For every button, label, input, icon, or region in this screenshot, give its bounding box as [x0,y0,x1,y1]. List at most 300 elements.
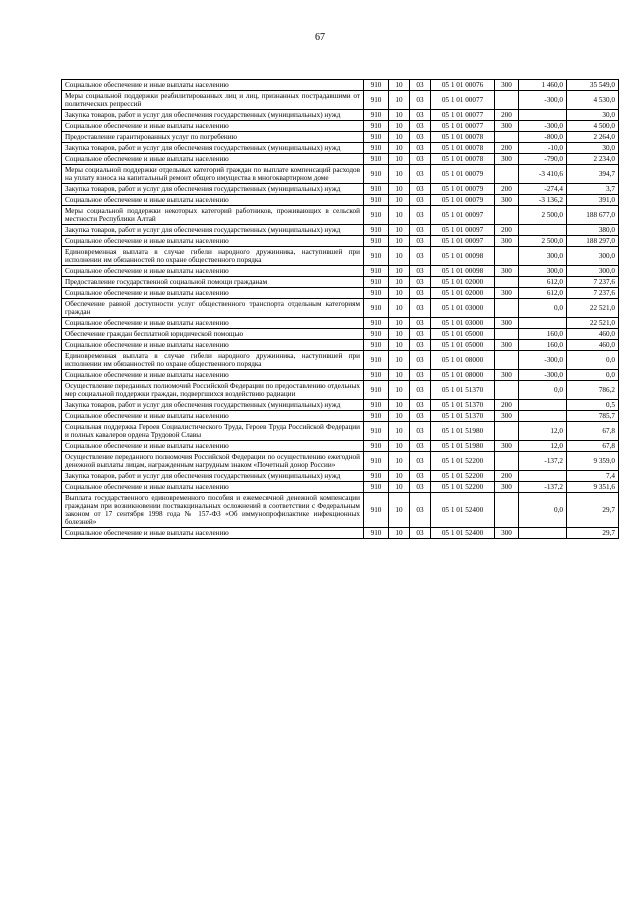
cell-subsection: 03 [410,482,431,493]
cell-section: 10 [389,299,410,318]
cell-name: Предоставление гарантированных услуг по погребению [62,132,364,143]
cell-name: Социальное обеспечение и иные выплаты населению [62,441,364,452]
cell-grbs: 910 [364,195,389,206]
table-row [62,236,619,247]
cell-amount-total: 7 237,6 [567,288,619,299]
table-row [62,340,619,351]
table-row [62,471,619,482]
cell-amount-total: 0,0 [567,351,619,370]
table-row [62,441,619,452]
cell-amount-total: 2 234,0 [567,154,619,165]
cell-amount-total: 188 677,0 [567,206,619,225]
cell-subsection: 03 [410,195,431,206]
cell-grbs: 910 [364,143,389,154]
cell-expense-type: 200 [495,184,519,195]
cell-name: Социальное обеспечение и иные выплаты населению [62,80,364,91]
cell-amount-total: 22 521,0 [567,299,619,318]
cell-name: Выплата государственного единовременного пособия и ежемесячной денежной компенсации гражданам при возникновении поствакцинальных осложнений в соответствии с Федеральным законом от 17 сентября 1998 года № 157-ФЗ «Об иммунопрофилактике инфекционных болезней» [62,493,364,528]
cell-grbs: 910 [364,493,389,528]
cell-amount-total: 394,7 [567,165,619,184]
cell-grbs: 910 [364,247,389,266]
cell-expense-type: 300 [495,318,519,329]
cell-expense-type: 200 [495,143,519,154]
cell-target-article: 05 1 01 00077 [431,121,495,132]
cell-amount-change: -274,4 [519,184,567,195]
cell-section: 10 [389,165,410,184]
cell-amount-change [519,225,567,236]
cell-amount-change: 612,0 [519,288,567,299]
cell-subsection: 03 [410,411,431,422]
cell-amount-total: 30,0 [567,110,619,121]
cell-amount-total: 188 297,0 [567,236,619,247]
cell-expense-type: 300 [495,370,519,381]
cell-section: 10 [389,381,410,400]
cell-section: 10 [389,471,410,482]
cell-name: Социальное обеспечение и иные выплаты населению [62,482,364,493]
table-row [62,121,619,132]
cell-target-article: 05 1 01 00097 [431,225,495,236]
cell-expense-type [495,206,519,225]
cell-amount-change: 2 500,0 [519,206,567,225]
cell-amount-total: 2 264,0 [567,132,619,143]
table-row [62,528,619,539]
cell-target-article: 05 1 01 52200 [431,471,495,482]
cell-subsection: 03 [410,441,431,452]
cell-section: 10 [389,80,410,91]
cell-subsection: 03 [410,288,431,299]
cell-expense-type [495,247,519,266]
cell-name: Социальное обеспечение и иные выплаты населению [62,236,364,247]
cell-amount-change: 0,0 [519,381,567,400]
cell-amount-change: -300,0 [519,91,567,110]
cell-section: 10 [389,329,410,340]
cell-amount-change: 160,0 [519,340,567,351]
cell-section: 10 [389,441,410,452]
cell-amount-total: 29,7 [567,493,619,528]
cell-target-article: 05 1 01 00078 [431,154,495,165]
cell-subsection: 03 [410,422,431,441]
cell-subsection: 03 [410,165,431,184]
cell-grbs: 910 [364,400,389,411]
cell-grbs: 910 [364,381,389,400]
cell-expense-type [495,452,519,471]
cell-target-article: 05 1 01 00097 [431,206,495,225]
table-row [62,370,619,381]
cell-section: 10 [389,143,410,154]
cell-section: 10 [389,411,410,422]
cell-amount-change [519,400,567,411]
cell-amount-total: 35 549,0 [567,80,619,91]
cell-target-article: 05 1 01 00078 [431,132,495,143]
cell-subsection: 03 [410,225,431,236]
cell-amount-change [519,411,567,422]
cell-name: Закупка товаров, работ и услуг для обеспечения государственных (муниципальных) нужд [62,143,364,154]
table-row [62,351,619,370]
cell-target-article: 05 1 01 08000 [431,351,495,370]
cell-target-article: 05 1 01 00098 [431,247,495,266]
cell-amount-total: 7 237,6 [567,277,619,288]
cell-subsection: 03 [410,493,431,528]
table-row [62,195,619,206]
table-row [62,318,619,329]
cell-amount-total: 460,0 [567,329,619,340]
cell-target-article: 05 1 01 00077 [431,91,495,110]
cell-subsection: 03 [410,247,431,266]
cell-name: Социальное обеспечение и иные выплаты населению [62,154,364,165]
cell-grbs: 910 [364,471,389,482]
table-row [62,225,619,236]
table-row [62,247,619,266]
cell-section: 10 [389,266,410,277]
cell-amount-total: 785,7 [567,411,619,422]
cell-name: Социальное обеспечение и иные выплаты населению [62,121,364,132]
cell-amount-change: 12,0 [519,422,567,441]
cell-grbs: 910 [364,329,389,340]
cell-amount-change: -3 410,6 [519,165,567,184]
cell-section: 10 [389,236,410,247]
cell-target-article: 05 1 01 05000 [431,340,495,351]
cell-subsection: 03 [410,400,431,411]
cell-name: Меры социальной поддержки реабилитированных лиц и лиц, признанных пострадавшими от политических репрессий [62,91,364,110]
cell-grbs: 910 [364,121,389,132]
cell-target-article: 05 1 01 51370 [431,411,495,422]
cell-expense-type [495,299,519,318]
cell-expense-type: 300 [495,236,519,247]
table-row [62,184,619,195]
cell-amount-change: 300,0 [519,266,567,277]
cell-grbs: 910 [364,482,389,493]
cell-grbs: 910 [364,351,389,370]
cell-subsection: 03 [410,381,431,400]
cell-subsection: 03 [410,471,431,482]
cell-section: 10 [389,288,410,299]
cell-name: Предоставление государственной социальной помощи гражданам [62,277,364,288]
cell-subsection: 03 [410,143,431,154]
cell-grbs: 910 [364,132,389,143]
cell-grbs: 910 [364,110,389,121]
cell-section: 10 [389,121,410,132]
cell-amount-change: -800,0 [519,132,567,143]
cell-expense-type: 300 [495,154,519,165]
table-row [62,266,619,277]
cell-grbs: 910 [364,154,389,165]
cell-amount-change: 12,0 [519,441,567,452]
cell-expense-type: 200 [495,225,519,236]
cell-expense-type [495,493,519,528]
cell-target-article: 05 1 01 51980 [431,422,495,441]
cell-grbs: 910 [364,441,389,452]
cell-amount-change: -137,2 [519,452,567,471]
cell-section: 10 [389,184,410,195]
cell-amount-total: 380,0 [567,225,619,236]
cell-section: 10 [389,132,410,143]
cell-name: Закупка товаров, работ и услуг для обеспечения государственных (муниципальных) нужд [62,110,364,121]
cell-target-article: 05 1 01 51370 [431,400,495,411]
cell-amount-change: -300,0 [519,351,567,370]
cell-expense-type: 300 [495,266,519,277]
cell-target-article: 05 1 01 03000 [431,318,495,329]
cell-amount-change: -300,0 [519,121,567,132]
cell-amount-change: -137,2 [519,482,567,493]
cell-target-article: 05 1 01 51370 [431,381,495,400]
cell-name: Социальное обеспечение и иные выплаты населению [62,370,364,381]
cell-subsection: 03 [410,370,431,381]
cell-amount-change: 2 500,0 [519,236,567,247]
cell-amount-change [519,471,567,482]
cell-target-article: 05 1 01 00079 [431,184,495,195]
cell-subsection: 03 [410,340,431,351]
cell-amount-total: 67,8 [567,441,619,452]
cell-subsection: 03 [410,121,431,132]
cell-section: 10 [389,206,410,225]
cell-target-article: 05 1 01 00079 [431,195,495,206]
cell-subsection: 03 [410,91,431,110]
cell-section: 10 [389,318,410,329]
cell-grbs: 910 [364,288,389,299]
cell-name: Обеспечение граждан бесплатной юридической помощью [62,329,364,340]
cell-amount-change [519,318,567,329]
cell-grbs: 910 [364,91,389,110]
cell-expense-type [495,351,519,370]
cell-name: Социальная поддержка Героев Социалистического Труда, Героев Труда Российской Федерации и полных кавалеров ордена Трудовой Славы [62,422,364,441]
cell-expense-type: 300 [495,482,519,493]
cell-target-article: 05 1 01 02000 [431,288,495,299]
cell-target-article: 05 1 01 05000 [431,329,495,340]
cell-amount-total: 9 359,0 [567,452,619,471]
cell-expense-type: 200 [495,400,519,411]
table-row [62,299,619,318]
cell-amount-total: 0,0 [567,370,619,381]
cell-name: Закупка товаров, работ и услуг для обеспечения государственных (муниципальных) нужд [62,184,364,195]
cell-subsection: 03 [410,277,431,288]
cell-section: 10 [389,452,410,471]
cell-amount-total: 67,8 [567,422,619,441]
cell-expense-type [495,329,519,340]
cell-name: Социальное обеспечение и иные выплаты населению [62,195,364,206]
cell-grbs: 910 [364,165,389,184]
cell-amount-total: 391,0 [567,195,619,206]
cell-grbs: 910 [364,411,389,422]
cell-subsection: 03 [410,184,431,195]
cell-expense-type: 300 [495,80,519,91]
cell-grbs: 910 [364,206,389,225]
cell-grbs: 910 [364,452,389,471]
table-row [62,110,619,121]
cell-section: 10 [389,247,410,266]
cell-name: Осуществление переданного полномочия Российской Федерации по осуществлению ежегодной денежной выплаты лицам, награжденным нагрудным знаком «Почетный донор России» [62,452,364,471]
cell-grbs: 910 [364,266,389,277]
table-row [62,206,619,225]
cell-amount-total: 30,0 [567,143,619,154]
cell-subsection: 03 [410,206,431,225]
cell-expense-type: 300 [495,121,519,132]
cell-expense-type: 300 [495,340,519,351]
table-row [62,288,619,299]
cell-expense-type: 300 [495,288,519,299]
table-row [62,482,619,493]
cell-expense-type: 300 [495,528,519,539]
cell-expense-type [495,91,519,110]
cell-name: Социальное обеспечение и иные выплаты населению [62,288,364,299]
cell-target-article: 05 1 01 03000 [431,299,495,318]
cell-section: 10 [389,370,410,381]
cell-grbs: 910 [364,236,389,247]
cell-amount-total: 300,0 [567,266,619,277]
cell-target-article: 05 1 01 00076 [431,80,495,91]
cell-amount-change: -10,0 [519,143,567,154]
cell-target-article: 05 1 01 00098 [431,266,495,277]
cell-amount-total: 29,7 [567,528,619,539]
cell-amount-total: 7,4 [567,471,619,482]
page-number: 67 [315,32,325,43]
cell-name: Социальное обеспечение и иные выплаты населению [62,411,364,422]
cell-amount-total: 22 521,0 [567,318,619,329]
table-row [62,154,619,165]
cell-amount-change: -3 136,2 [519,195,567,206]
table-row [62,452,619,471]
cell-amount-change: -300,0 [519,370,567,381]
cell-amount-total: 9 351,6 [567,482,619,493]
cell-name: Обеспечение равной доступности услуг общественного транспорта отдельным категориям граждан [62,299,364,318]
table-row [62,400,619,411]
cell-target-article: 05 1 01 52200 [431,452,495,471]
cell-grbs: 910 [364,277,389,288]
cell-name: Меры социальной поддержки отдельных категорий граждан по выплате компенсаций расходов на уплату взноса на капитальный ремонт общего имущества в многоквартирном доме [62,165,364,184]
table-row [62,277,619,288]
cell-grbs: 910 [364,528,389,539]
cell-expense-type: 300 [495,411,519,422]
cell-grbs: 910 [364,340,389,351]
cell-name: Единовременная выплата в случае гибели народного дружинника, наступившей при исполнении им обязанностей по охране общественного порядка [62,351,364,370]
budget-table [61,79,619,539]
cell-name: Меры социальной поддержки некоторых категорий работников, проживающих в сельской местности Республики Алтай [62,206,364,225]
cell-section: 10 [389,528,410,539]
table-row [62,80,619,91]
cell-subsection: 03 [410,528,431,539]
cell-grbs: 910 [364,225,389,236]
cell-grbs: 910 [364,422,389,441]
cell-amount-total: 300,0 [567,247,619,266]
cell-amount-total: 3,7 [567,184,619,195]
cell-name: Закупка товаров, работ и услуг для обеспечения государственных (муниципальных) нужд [62,225,364,236]
cell-target-article: 05 1 01 00077 [431,110,495,121]
cell-subsection: 03 [410,299,431,318]
cell-target-article: 05 1 01 00097 [431,236,495,247]
cell-expense-type [495,165,519,184]
cell-grbs: 910 [364,80,389,91]
table-row [62,381,619,400]
cell-amount-change: 0,0 [519,493,567,528]
cell-amount-change: 1 460,0 [519,80,567,91]
cell-amount-change [519,110,567,121]
table-row [62,329,619,340]
cell-target-article: 05 1 01 51980 [431,441,495,452]
cell-name: Социальное обеспечение и иные выплаты населению [62,266,364,277]
cell-amount-total: 4 500,0 [567,121,619,132]
table-row [62,165,619,184]
cell-grbs: 910 [364,299,389,318]
budget-table-body [62,80,619,539]
cell-subsection: 03 [410,236,431,247]
cell-target-article: 05 1 01 52400 [431,493,495,528]
table-row [62,143,619,154]
cell-grbs: 910 [364,318,389,329]
cell-expense-type: 200 [495,471,519,482]
table-row [62,132,619,143]
cell-amount-change: -790,0 [519,154,567,165]
cell-amount-total: 0,5 [567,400,619,411]
cell-expense-type [495,381,519,400]
cell-target-article: 05 1 01 52200 [431,482,495,493]
cell-amount-total: 4 530,0 [567,91,619,110]
cell-name: Социальное обеспечение и иные выплаты населению [62,318,364,329]
cell-name: Единовременная выплата в случае гибели народного дружинника, наступившей при исполнении им обязанностей по охране общественного порядка [62,247,364,266]
cell-section: 10 [389,400,410,411]
cell-amount-total: 460,0 [567,340,619,351]
cell-subsection: 03 [410,351,431,370]
cell-grbs: 910 [364,370,389,381]
cell-target-article: 05 1 01 52400 [431,528,495,539]
cell-amount-total: 786,2 [567,381,619,400]
cell-subsection: 03 [410,318,431,329]
table-row [62,411,619,422]
cell-subsection: 03 [410,452,431,471]
cell-amount-change: 160,0 [519,329,567,340]
cell-section: 10 [389,91,410,110]
cell-subsection: 03 [410,80,431,91]
cell-subsection: 03 [410,110,431,121]
cell-section: 10 [389,422,410,441]
cell-target-article: 05 1 01 00078 [431,143,495,154]
cell-name: Социальное обеспечение и иные выплаты населению [62,528,364,539]
cell-grbs: 910 [364,184,389,195]
cell-target-article: 05 1 01 02000 [431,277,495,288]
table-row [62,91,619,110]
cell-amount-change: 300,0 [519,247,567,266]
cell-section: 10 [389,351,410,370]
table-row [62,493,619,528]
table-row [62,422,619,441]
cell-subsection: 03 [410,329,431,340]
cell-name: Закупка товаров, работ и услуг для обеспечения государственных (муниципальных) нужд [62,471,364,482]
cell-expense-type [495,422,519,441]
cell-section: 10 [389,277,410,288]
cell-amount-change: 612,0 [519,277,567,288]
cell-name: Осуществление переданных полномочий Российской Федерации по предоставлению отдельных мер социальной поддержки граждан, подвергшихся воздействию радиации [62,381,364,400]
cell-amount-change [519,528,567,539]
cell-expense-type [495,132,519,143]
cell-section: 10 [389,154,410,165]
cell-expense-type: 200 [495,110,519,121]
cell-section: 10 [389,482,410,493]
cell-amount-change: 0,0 [519,299,567,318]
cell-section: 10 [389,110,410,121]
cell-name: Социальное обеспечение и иные выплаты населению [62,340,364,351]
cell-section: 10 [389,225,410,236]
cell-target-article: 05 1 01 08000 [431,370,495,381]
cell-target-article: 05 1 01 00079 [431,165,495,184]
cell-subsection: 03 [410,266,431,277]
cell-section: 10 [389,340,410,351]
cell-subsection: 03 [410,132,431,143]
cell-section: 10 [389,493,410,528]
cell-expense-type [495,277,519,288]
cell-subsection: 03 [410,154,431,165]
cell-expense-type: 300 [495,441,519,452]
cell-section: 10 [389,195,410,206]
cell-expense-type: 300 [495,195,519,206]
cell-name: Закупка товаров, работ и услуг для обеспечения государственных (муниципальных) нужд [62,400,364,411]
